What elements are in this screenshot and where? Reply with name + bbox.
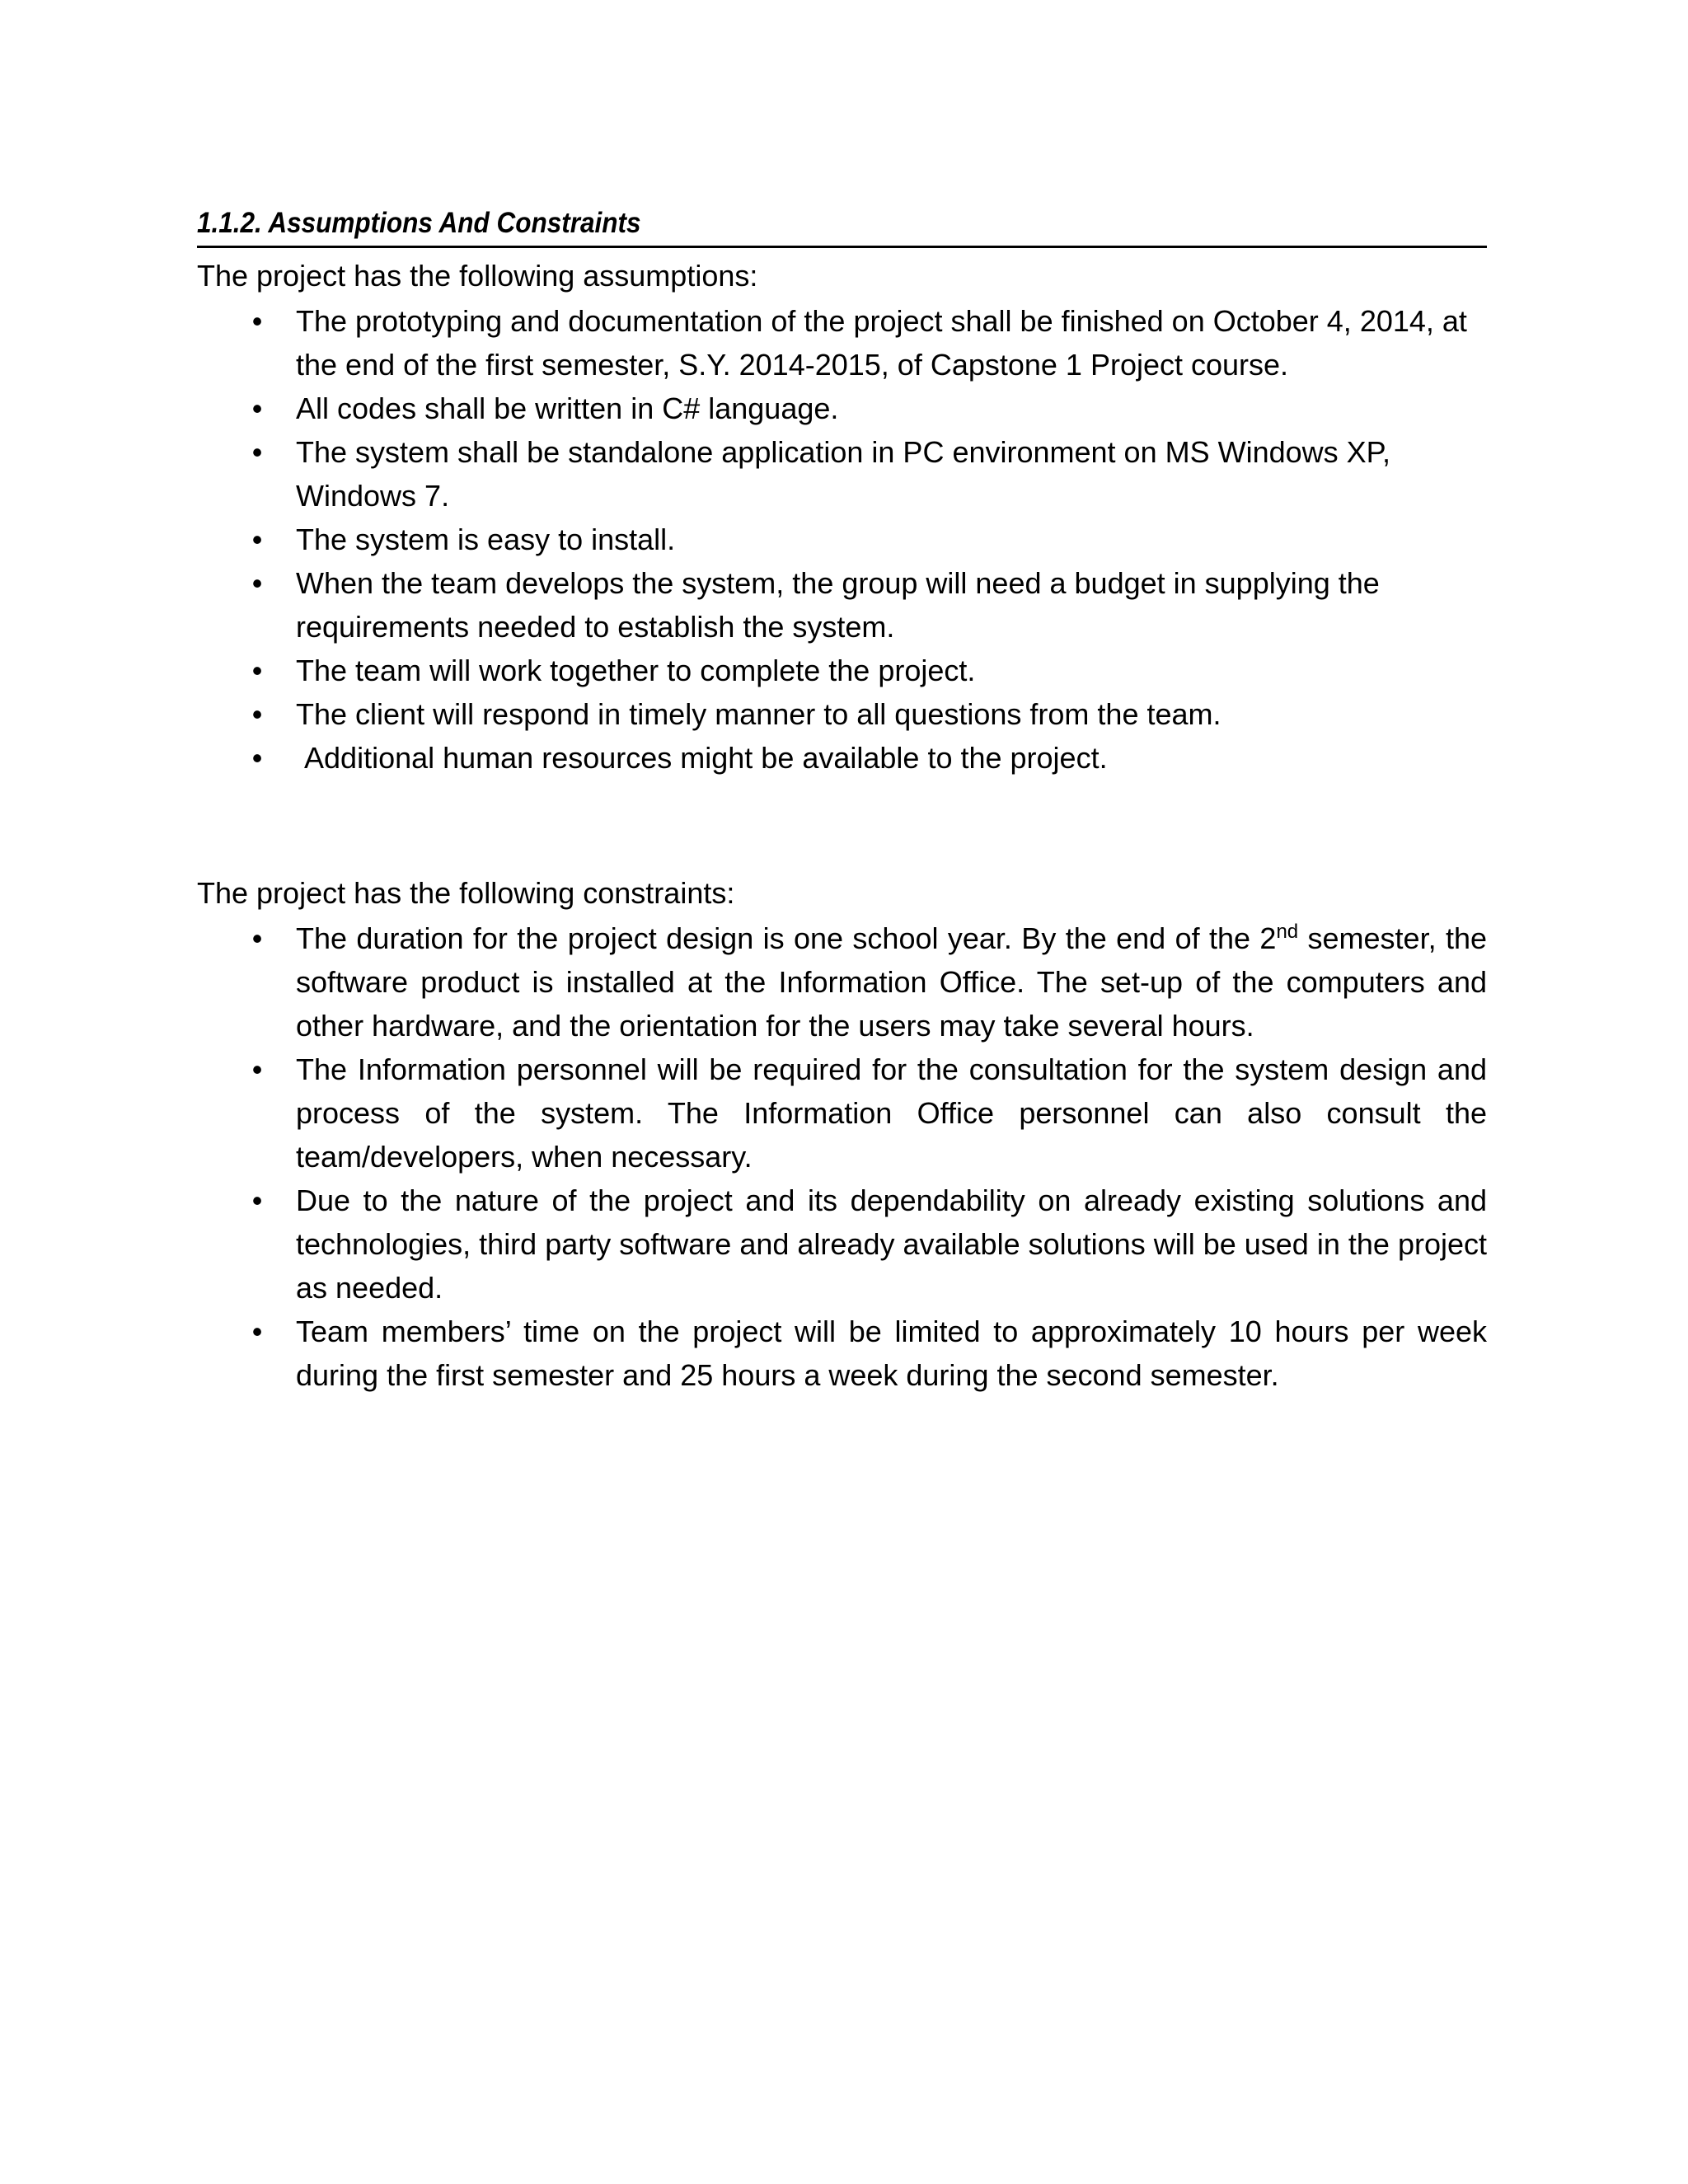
ordinal-suffix: nd: [1276, 921, 1299, 943]
bullet-icon: •: [251, 304, 263, 338]
list-item-text: The system shall be standalone application in PC environment on MS Windows XP, Windows 7.: [296, 435, 1391, 513]
list-item: [197, 916, 1487, 1047]
list-item-text: The team will work together to complete the project.: [296, 654, 976, 687]
list-item: [197, 561, 1487, 649]
list-item-text: The Information personnel will be required for the consultation for the system design and process of the system. The Information Office personnel can also consult the team/developers, when necessary.: [296, 1052, 1487, 1174]
bullet-icon: •: [251, 654, 263, 687]
list-item-text: Team members’ time on the project will be limited to approximately 10 hours per week during the first semester and 25 hours a week during the second semester.: [296, 1315, 1487, 1392]
bullet-icon: •: [251, 1183, 263, 1217]
constraints-intro: The project has the following constraints:: [197, 876, 735, 910]
bullet-icon: •: [251, 921, 263, 955]
bullet-icon: •: [251, 435, 263, 469]
list-item: [197, 1310, 1487, 1397]
assumptions-list: [197, 299, 1487, 780]
bullet-icon: •: [251, 741, 263, 775]
list-item-text: All codes shall be written in C# language.: [296, 391, 839, 425]
list-item: [197, 387, 1487, 430]
constraints-list: [197, 916, 1487, 1397]
list-item: [197, 299, 1487, 387]
assumptions-intro: The project has the following assumptions:: [197, 259, 758, 293]
list-item-text: The prototyping and documentation of the project shall be finished on October 4, 2014, at the end of the first semester, S.Y. 2014-2015, of Capstone 1 Project course.: [296, 304, 1467, 382]
list-item: [197, 692, 1487, 736]
bullet-icon: •: [251, 697, 263, 731]
list-item: [197, 649, 1487, 692]
bullet-icon: •: [251, 391, 263, 425]
bullet-icon: •: [251, 1052, 263, 1086]
list-item-text: The client will respond in timely manner to all questions from the team.: [296, 697, 1221, 731]
list-item-text: When the team develops the system, the group will need a budget in supplying the requirements needed to establish the system.: [296, 566, 1380, 644]
list-item-text: Additional human resources might be available to the project.: [296, 741, 1108, 775]
bullet-icon: •: [251, 566, 263, 600]
list-item-text: The system is easy to install.: [296, 523, 676, 556]
list-item-text-end: semester, the software product is installed at the Information Office. The set-up of the computers and other hardware, and the orientation for the users may take several hours.: [296, 921, 1488, 1043]
section-heading: 1.1.2. Assumptions And Constraints: [197, 207, 641, 239]
list-item-text-start: The duration for the project design is one school year. By the end of the 2: [296, 921, 1277, 955]
spacer: [197, 780, 1487, 865]
bullet-icon: •: [251, 1315, 263, 1348]
section-content: [197, 204, 1487, 1397]
list-item: [197, 518, 1487, 561]
list-item: [197, 736, 1487, 780]
section-heading-rule: [197, 204, 1487, 248]
list-item: [197, 430, 1487, 518]
bullet-icon: •: [251, 523, 263, 556]
list-item-text: Due to the nature of the project and its dependability on already existing solutions and technologies, third party software and already available solutions will be used in the project as needed.: [296, 1183, 1487, 1305]
list-item: [197, 1047, 1487, 1179]
list-item: [197, 1179, 1487, 1310]
